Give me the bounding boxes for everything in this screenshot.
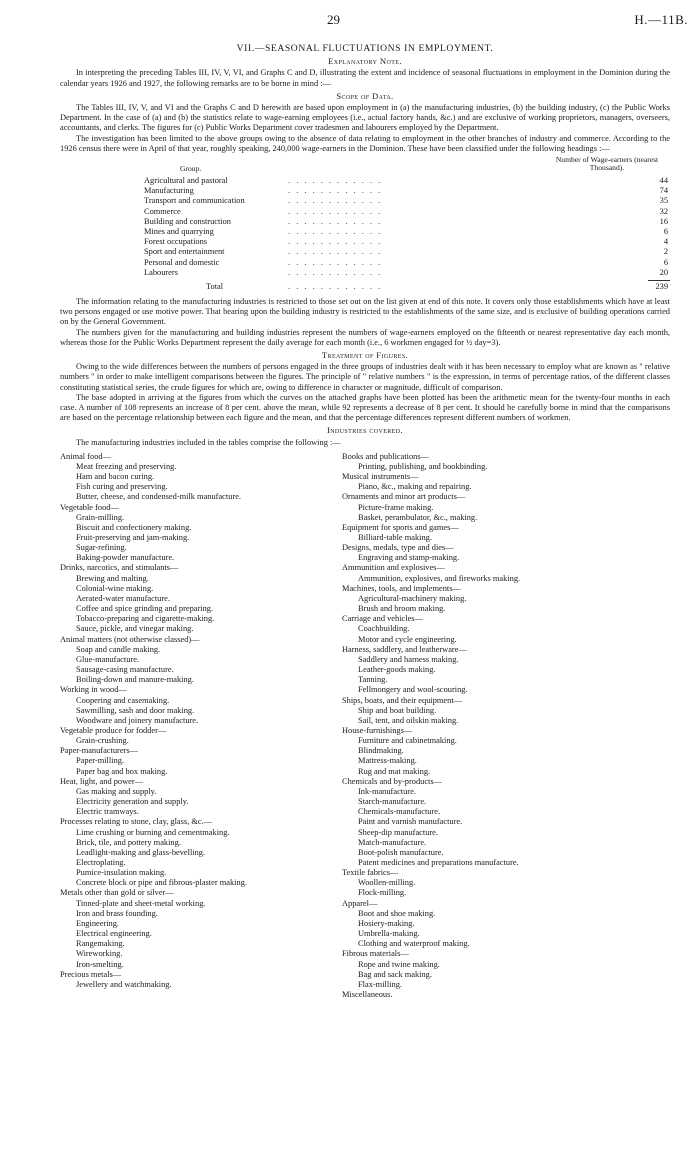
table-total-row [60, 282, 670, 294]
industry-group: House-furnishings— [342, 725, 413, 735]
industry-item: Billiard-table making. [358, 533, 432, 542]
industry-item: Bag and sack making. [358, 969, 432, 979]
industries-intro: The manufacturing industries included in the tables comprise the following :— [76, 437, 341, 447]
table-row [60, 237, 670, 247]
industry-item: Leather-goods making. [358, 665, 436, 675]
industry-item: Chemicals-manufacture. [358, 807, 441, 817]
industry-item: Tobacco-preparing and cigarette-making. [76, 614, 215, 624]
total-rule [648, 280, 670, 281]
group-label: Labourers [144, 267, 178, 277]
group-label: Transport and communication [144, 196, 245, 206]
industry-item: Brick, tile, and pottery making. [76, 837, 181, 847]
industry-item: Furniture and cabinetmaking. [358, 736, 457, 746]
industry-item: Brush and broom making. [358, 604, 446, 614]
wage-earners-value: 35 [659, 196, 668, 206]
industry-item: Blindmaking. [358, 746, 404, 756]
industry-item: Match-manufacture. [358, 837, 427, 847]
industry-item: Ship and boat building. [358, 705, 437, 715]
table-row [60, 217, 670, 227]
section-title: VII.—SEASONAL FLUCTUATIONS IN EMPLOYMENT. [236, 43, 494, 54]
industry-item: Ham and bacon curing. [76, 472, 155, 482]
industry-item: Printing, publishing, and bookbinding. [358, 461, 488, 471]
industry-group: Chemicals and by-products— [342, 776, 443, 786]
industry-item: Iron-smelting. [76, 959, 124, 969]
body-paragraph: The numbers given for the manufacturing and building industries represent the numbers of wage-earners employed on the fifteenth or nearest representative day each month, whereas those for the Public Works Department represent the daily average for each month (i.e., 6 workmen engaged for ½ day=3). [60, 327, 670, 347]
table-row [60, 268, 670, 278]
table-row [60, 196, 670, 206]
scope-heading: Scope of Data. [336, 90, 394, 101]
document-reference: H.—11B. [634, 12, 688, 27]
industry-item: Rug and mat making. [358, 766, 431, 776]
industry-item: Clothing and waterproof making. [358, 939, 470, 949]
industry-group: Miscellaneous. [342, 990, 393, 1000]
industry-item: Paper bag and box making. [76, 766, 168, 776]
industry-item: Iron and brass founding. [76, 908, 158, 918]
industry-group: Designs, medals, type and dies— [342, 543, 454, 553]
group-label: Personal and domestic [144, 257, 220, 267]
industry-item: Ink-manufacture. [358, 786, 416, 796]
treatment-paragraph: The base adopted in arriving at the figures from which the curves on the attached graphs have been plotted has been the arithmetic mean for the twenty-four months in each case. A number of 108 represents an increase of 8 per cent. above the mean, while 92 represents a decrease of 8 per cent. It should be carefully borne in mind that the comparisons are based on the percentage relationship between each figure and the mean, and that the percentage differences represent different numbers of workmen. [60, 392, 670, 423]
industries-heading: Industries covered. [326, 425, 404, 436]
industry-item: Patent medicines and preparations manufacture. [358, 858, 519, 867]
industry-item: Woodware and joinery manufacture. [76, 715, 199, 725]
table-header [60, 156, 670, 176]
wage-earners-value: 6 [663, 257, 668, 267]
industry-item: Woollen-milling. [358, 878, 416, 888]
table-row [60, 176, 670, 186]
industry-item: Brewing and malting. [76, 573, 149, 583]
industry-group: Fibrous materials— [342, 949, 409, 959]
group-label: Mines and quarrying [144, 226, 214, 236]
industry-item: Biscuit and confectionery making. [76, 522, 192, 532]
industry-group: Harness, saddlery, and leatherware— [342, 644, 467, 654]
table-body [60, 176, 670, 278]
industry-item: Coopering and casemaking. [76, 695, 170, 705]
industry-item: Glue-manufacture. [76, 654, 140, 664]
industry-item: Boiling-down and manure-making. [76, 675, 194, 685]
total-value: 239 [655, 281, 668, 291]
industries-list [60, 452, 670, 1042]
industries-column-left [60, 452, 340, 990]
page-number: 29 [327, 12, 340, 27]
industry-group: Precious metals— [60, 969, 122, 979]
industry-item: Sawmilling, sash and door making. [76, 705, 195, 715]
industry-item: Baking-powder manufacture. [76, 553, 175, 563]
number-column-header: Number of Wage-earners (nearest Thousand). [555, 155, 659, 173]
industry-item: Motor and cycle engineering. [358, 634, 457, 644]
industry-item: Electroplating. [76, 858, 126, 867]
wage-earners-table [60, 156, 670, 294]
industry-item: Hosiery-making. [358, 918, 415, 928]
industry-group: Textile fabrics— [342, 868, 399, 878]
industry-item: Flax-milling. [358, 979, 402, 989]
group-label: Building and construction [144, 216, 231, 226]
leader-dots: . . . . . . . . . . . . [288, 267, 383, 277]
industry-item: Wireworking. [76, 949, 123, 959]
table-row [60, 227, 670, 237]
industry-item: Rope and twine making. [358, 959, 440, 969]
industry-item: Sail, tent, and oilskin making. [358, 715, 459, 725]
industry-group: Equipment for sports and games— [342, 522, 459, 532]
industry-item: Sheep-dip manufacture. [358, 827, 438, 837]
industry-item: Electric tramways. [76, 807, 139, 817]
industry-group: Processes relating to stone, clay, glass, &c.— [60, 817, 213, 827]
industry-item: Mattress-making. [358, 756, 417, 766]
leader-dots: . . . . . . . . . . . . [288, 206, 383, 216]
leader-dots: . . . . . . . . . . . . [288, 226, 383, 236]
scope-paragraph: The investigation has been limited to the above groups owing to the absence of data relating to employment in the other branches of industry and commerce. According to the 1926 census there were in April of that year, roughly speaking, 240,000 wage-earners in the Dominion. These have been classified under the following headings :— [60, 133, 670, 153]
industry-group: Ammunition and explosives— [342, 563, 445, 573]
table-row [60, 247, 670, 257]
industry-group: Vegetable produce for fodder— [60, 725, 167, 735]
explanatory-heading: Explanatory Note. [328, 56, 402, 67]
industry-item: Electricity generation and supply. [76, 797, 189, 807]
leader-dots: . . . . . . . . . . . . [288, 257, 383, 267]
total-label: Total [206, 281, 224, 291]
industry-group: Vegetable food— [60, 502, 119, 512]
leader-dots: . . . . . . . . . . . . [288, 237, 383, 247]
industry-item: Starch-manufacture. [358, 797, 427, 807]
industry-item: Paper-milling. [76, 756, 124, 766]
industry-item: Umbrella-making. [358, 929, 420, 939]
industry-group: Books and publications— [342, 451, 430, 461]
leader-dots: . . . . . . . . . . . . [288, 281, 383, 291]
page-content [60, 42, 670, 1042]
industry-group: Machines, tools, and implements— [342, 583, 461, 593]
industry-item: Engraving and stamp-making. [358, 553, 460, 563]
industry-item: Engineering. [76, 918, 120, 928]
industry-item: Tanning. [358, 675, 388, 685]
industry-item: Sugar-refining. [76, 543, 127, 553]
leader-dots: . . . . . . . . . . . . [288, 216, 383, 226]
leader-dots: . . . . . . . . . . . . [288, 196, 383, 206]
wage-earners-value: 2 [663, 247, 668, 257]
industry-group: Heat, light, and power— [60, 776, 144, 786]
industry-item: Ammunition, explosives, and fireworks making. [358, 573, 521, 583]
wage-earners-value: 74 [659, 186, 668, 196]
wage-earners-value: 16 [659, 216, 668, 226]
industry-item: Lime crushing or burning and cementmaking. [76, 827, 230, 837]
industry-item: Fish curing and preserving. [76, 482, 168, 492]
leader-dots: . . . . . . . . . . . . [288, 186, 383, 196]
industry-item: Boot-polish manufacture. [358, 847, 444, 857]
table-row [60, 186, 670, 196]
wage-earners-value: 32 [659, 206, 668, 216]
industry-group: Drinks, narcotics, and stimulants— [60, 563, 179, 573]
industry-item: Meat freezing and preserving. [76, 461, 177, 471]
scope-paragraph: The Tables III, IV, V, and VI and the Graphs C and D herewith are based upon employment in (a) the manufacturing industries, (b) the building industry, (c) the Public Works Department. In the case of (a) and (b) the statistics relate to wage-earning employees (i.e., actual factory hands, &c.) and are exclusive of working proprietors, managers, overseers, accountants, and clerks. The figures for (c) Public Works Department cover tradesmen and labourers employed by the Department. [60, 103, 670, 133]
industry-item: Paint and varnish manufacture. [358, 817, 463, 827]
wage-earners-value: 4 [663, 237, 668, 247]
industry-item: Jewellery and watchmaking. [76, 979, 172, 989]
industries-column-right [342, 452, 672, 1000]
industry-item: Picture-frame making. [358, 502, 434, 512]
treatment-paragraph: Owing to the wide differences between the numbers of persons engaged in the three groups of industries dealt with it has been necessary to employ what are known as " relative numbers " in order to make intelligent comparisons between the figures. The principle of " relative numbers " is the expression, in terms of percentage ratios, of the different classes constituting statistical series, the crude figures for which are, owing to difference in character or magnitude, difficult of comparison. [60, 362, 670, 392]
industry-item: Agricultural-machinery making. [358, 593, 467, 603]
industry-item: Tinned-plate and sheet-metal working. [76, 898, 206, 908]
industry-item: Flock-milling. [358, 888, 407, 898]
industry-item: Basket, perambulator, &c., making. [358, 512, 478, 522]
industry-item: Saddlery and harness making. [358, 654, 459, 664]
leader-dots: . . . . . . . . . . . . [288, 247, 383, 257]
intro-paragraph: In interpreting the preceding Tables III, IV, V, VI, and Graphs C and D, illustrating the extent and incidence of seasonal fluctuations in employment in the Dominion during the calendar years 1926 and 1927, the following remarks are to be borne in mind :— [60, 68, 670, 88]
industry-item: Grain-milling. [76, 512, 125, 522]
industry-group: Animal matters (not otherwise classed)— [60, 634, 200, 644]
industry-group: Working in wood— [60, 685, 127, 695]
treatment-heading: Treatment of Figures. [321, 349, 409, 360]
industry-group: Carriage and vehicles— [342, 614, 423, 624]
industry-item: Fellmongery and wool-scouring. [358, 685, 468, 695]
group-column-header: Group. [180, 164, 202, 174]
industry-item: Butter, cheese, and condensed-milk manufacture. [76, 492, 242, 502]
industry-group: Paper-manufacturers— [60, 746, 138, 756]
group-label: Agricultural and pastoral [144, 176, 228, 186]
industry-group: Musical instruments— [342, 472, 419, 482]
industry-item: Soap and candle making. [76, 644, 161, 654]
industry-item: Sauce, pickle, and vinegar making. [76, 624, 194, 634]
industry-group: Ships, boats, and their equipment— [342, 695, 463, 705]
group-label: Sport and entertainment [144, 247, 225, 257]
industry-item: Colonial-wine making. [76, 583, 154, 593]
industry-item: Pumice-insulation making. [76, 868, 167, 878]
industry-group: Metals other than gold or silver— [60, 888, 174, 898]
body-paragraph: The information relating to the manufacturing industries is restricted to those set out on the list given at end of this note. It covers only those establishments which have at least two persons engaged or use motive power. That bearing upon the building industry is restricted to the establishments of the same size, and is exclusive of building operations carried on by the General Government. [60, 296, 670, 327]
industry-item: Coffee and spice grinding and preparing. [76, 604, 214, 614]
industry-item: Fruit-preserving and jam-making. [76, 533, 190, 542]
group-label: Commerce [144, 206, 181, 216]
group-label: Forest occupations [144, 237, 208, 247]
group-label: Manufacturing [144, 186, 194, 196]
industry-group: Animal food— [60, 451, 111, 461]
industry-item: Rangemaking. [76, 939, 125, 949]
industry-item: Concrete block or pipe and fibrous-plaster making. [76, 878, 247, 888]
industry-group: Ornaments and minor art products— [342, 492, 466, 502]
industry-item: Boot and shoe making. [358, 908, 436, 918]
table-row [60, 258, 670, 268]
industry-item: Leadlight-making and glass-bevelling. [76, 847, 206, 857]
industry-item: Sausage-casing manufacture. [76, 665, 174, 675]
industry-item: Grain-crushing. [76, 736, 129, 746]
industry-item: Aerated-water manufacture. [76, 593, 170, 603]
industry-group: Apparel— [342, 898, 378, 908]
wage-earners-value: 20 [659, 267, 668, 277]
industry-item: Electrical engineering. [76, 929, 152, 939]
industry-item: Coachbuilding. [358, 624, 410, 634]
industry-item: Piano, &c., making and repairing. [358, 482, 472, 492]
leader-dots: . . . . . . . . . . . . [288, 176, 383, 186]
industry-item: Gas making and supply. [76, 786, 157, 796]
table-row [60, 207, 670, 217]
wage-earners-value: 44 [659, 176, 668, 186]
wage-earners-value: 6 [663, 226, 668, 236]
